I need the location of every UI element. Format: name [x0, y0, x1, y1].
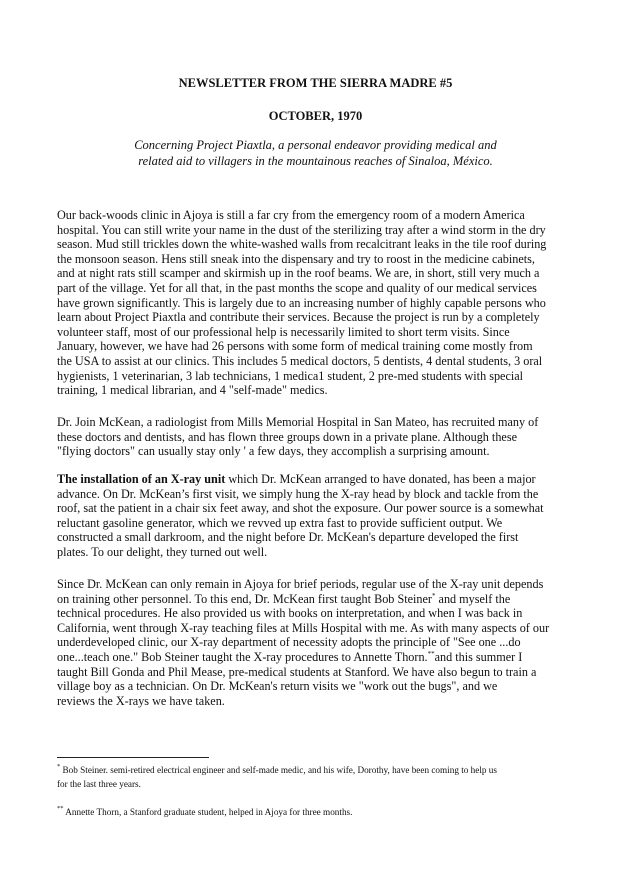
text-line — [57, 805, 577, 819]
text-line: technical procedures. He also provided us with books on interpretation, and when I was back in — [57, 606, 523, 621]
text-run: and this summer I — [434, 649, 523, 664]
text-line: the monsoon season. Hens still sneak into the dispensary and try to roost in the medicine cabinets, — [57, 251, 535, 266]
text-line: advance. On Dr. McKean’s first visit, we simply hung the X-ray head by block and tackle from the — [57, 486, 539, 501]
text-run: Annette Thorn, a Stanford graduate student, helped in Ajoya for three months. — [63, 807, 353, 817]
text-line: and at night rats still scamper and skirmish up in the roof beams. We are, in short, still very much a — [57, 266, 540, 281]
paragraph-mckean — [57, 415, 577, 459]
footnote-marker: * — [57, 763, 61, 770]
newsletter-subtitle — [110, 137, 521, 169]
footnote-thorn — [57, 805, 577, 819]
footnote-marker: * — [431, 591, 436, 600]
text-line: learn about Project Piaxtla and contribute their services. Because the project is run by a completely — [57, 310, 540, 325]
footnote-marker: ** — [427, 649, 435, 658]
text-line — [57, 650, 577, 665]
text-line: village boy as a technician. On Dr. McKean's return visits we "work out the bugs", and we — [57, 679, 498, 694]
text-line: reluctant gasoline generator, which we revved up extra fast to provide sufficient output. We — [57, 515, 503, 530]
text-line: plates. To our delight, they turned out well. — [57, 544, 268, 559]
text-line: season. Mud still trickles down the white-washed walls from recalcitrant leaks in the tile roof during — [57, 237, 547, 252]
paragraph-clinic — [57, 208, 577, 398]
text-line: volunteer staff, most of our professional help is necessarily limited to short term visits. Since — [57, 324, 510, 339]
footnote-marker: ** — [57, 805, 64, 812]
text-line: the USA to assist at our clinics. This includes 5 medical doctors, 5 dentists, 4 dental students, 3 oral — [57, 353, 543, 368]
text-run: one...teach one." Bob Steiner taught the X-ray procedures to Annette Thorn. — [57, 649, 428, 664]
text-line: part of the village. Yet for all that, in the past months the scope and quality of our medical services — [57, 280, 537, 295]
text-line: hygienists, 1 veterinarian, 3 lab technicians, 1 medica1 student, 2 pre-med students with special — [57, 368, 524, 383]
paragraph-xray-training — [57, 577, 577, 708]
footnote-steiner — [57, 763, 577, 791]
newsletter-date: OCTOBER, 1970 — [268, 109, 363, 123]
text-line: constructed a small darkroom, and the night before Dr. McKean's departure developed the first — [57, 530, 519, 545]
text-line: January, however, we have had 26 persons with some form of medical training come mostly from — [57, 339, 533, 354]
text-line: have grown significantly. This is largely due to an increasing number of highly capable persons who — [57, 295, 546, 310]
text-run: which Dr. McKean arranged to have donated, has been a major — [225, 472, 536, 486]
newsletter-title: NEWSLETTER FROM THE SIERRA MADRE #5 — [178, 76, 453, 90]
text-line: Our back-woods clinic in Ajoya is still a far cry from the emergency room of a modern America — [57, 208, 525, 222]
text-line: training, 1 medical librarian, and 4 "self-made" medics. — [57, 383, 328, 398]
footnote-divider — [57, 757, 209, 758]
text-line: taught Bill Gonda and Phil Mease, pre-medical students at Stanford. We have also begun to train a — [57, 664, 537, 679]
text-run: and myself the — [435, 591, 511, 606]
subtitle-line: Concerning Project Piaxtla, a personal endeavor providing medical and — [134, 138, 497, 152]
paragraph-xray-installation — [57, 472, 577, 560]
text-line: roof, sat the patient in a chair six feet away, and shot the exposure. Our power source is a somewhat — [57, 501, 544, 516]
text-run: on training other personnel. To this end, Dr. McKean first taught Bob Steiner — [57, 591, 432, 606]
text-line: hospital. You can still write your name in the dust of the sterilizing tray after a wind storm in the dry — [57, 222, 546, 237]
bold-lead: The installation of an X-ray unit — [57, 472, 226, 486]
text-line: for the last three years. — [57, 779, 141, 789]
text-line: California, went through X-ray teaching files at Mills Hospital with me. As with many aspects of our — [57, 620, 550, 635]
text-line — [57, 763, 577, 777]
text-run: Bob Steiner. semi-retired electrical engineer and self-made medic, and his wife, Dorothy, have been coming to help us — [60, 765, 497, 775]
text-line: reviews the X-rays we have taken. — [57, 693, 225, 708]
text-line — [57, 592, 577, 607]
text-line: underdeveloped clinic, our X-ray department of necessity adopts the principle of "See one ...do — [57, 635, 521, 650]
text-line: these doctors and dentists, and has flown three groups down in a private plane. Although these — [57, 429, 517, 444]
text-line: Dr. Join McKean, a radiologist from Mills Memorial Hospital in San Mateo, has recruited many of — [57, 415, 539, 429]
subtitle-line: related aid to villagers in the mountainous reaches of Sinaloa, México. — [138, 154, 493, 168]
text-line: Since Dr. McKean can only remain in Ajoya for brief periods, regular use of the X-ray unit depends — [57, 577, 544, 591]
text-line — [57, 472, 577, 487]
text-line: "flying doctors" can usually stay only ' a few days, they accomplish a surprising amount. — [57, 444, 490, 459]
